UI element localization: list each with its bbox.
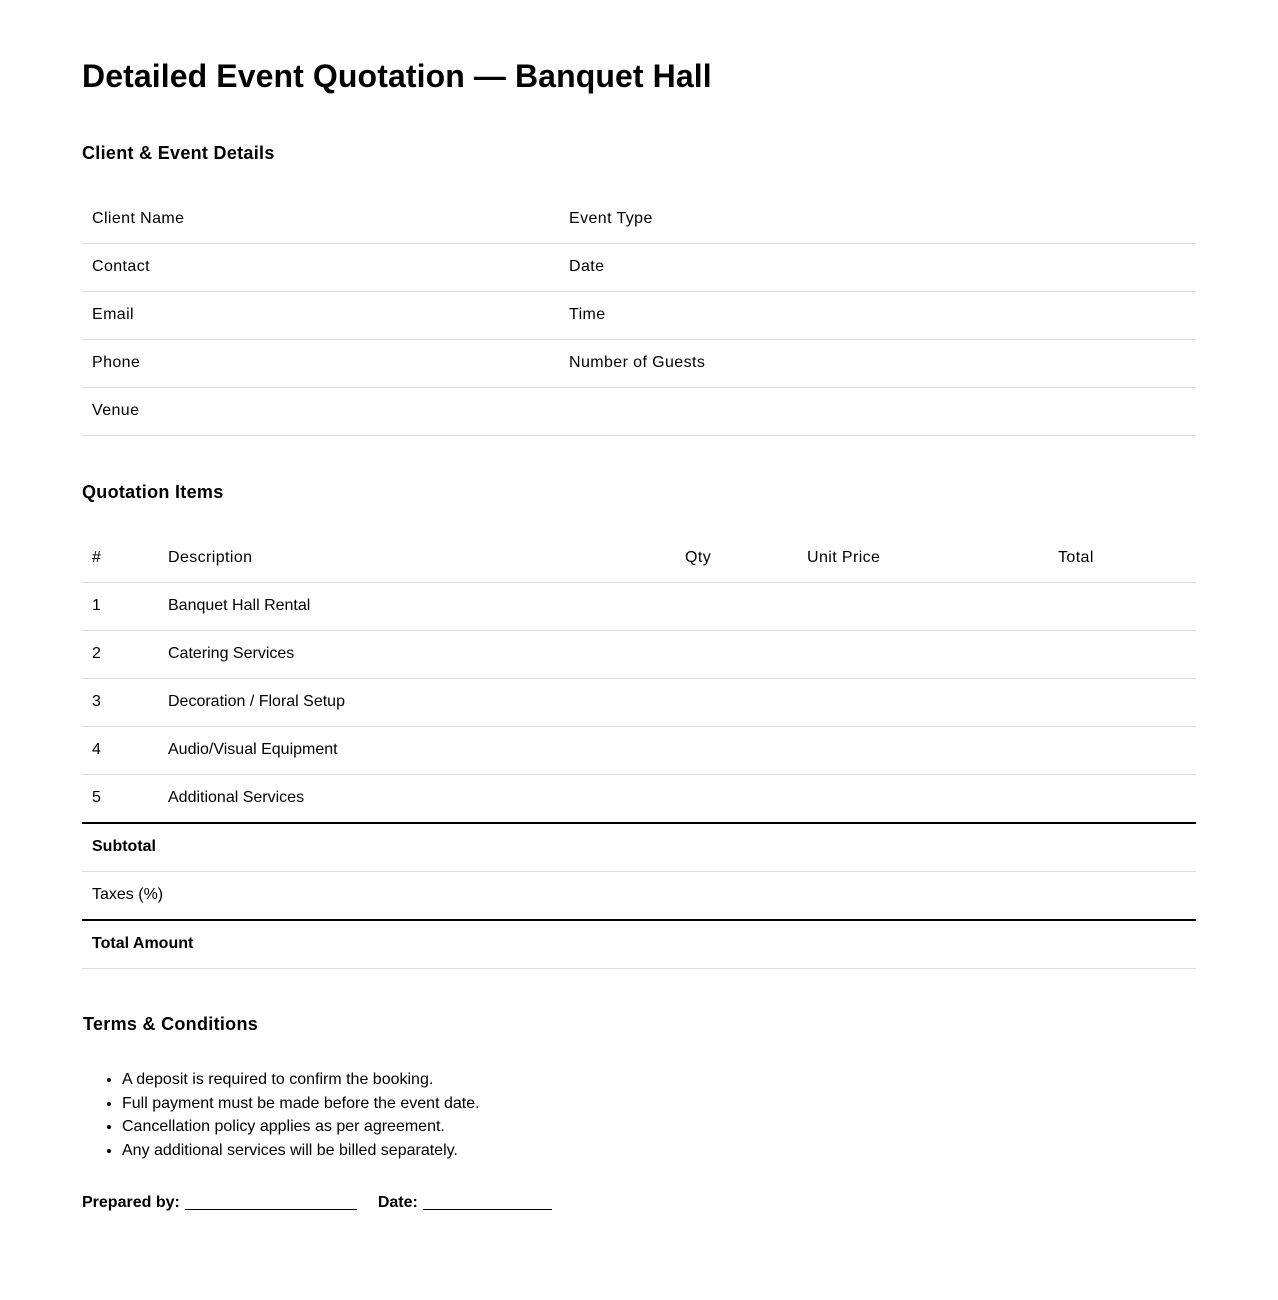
column-header-number: #: [92, 549, 102, 566]
detail-label-phone: Phone: [92, 354, 141, 371]
list-item: • A deposit is required to confirm the booking.: [122, 1068, 480, 1092]
table-row: [82, 679, 1196, 727]
column-header-total: Total: [1058, 549, 1094, 566]
item-description: Banquet Hall Rental: [168, 597, 311, 614]
list-item: • Cancellation policy applies as per agreement.: [122, 1115, 480, 1139]
detail-label-date: Date: [569, 258, 605, 275]
item-number: 3: [92, 693, 101, 710]
table-header-row: [82, 535, 1196, 583]
table-row: [82, 775, 1196, 824]
list-item: • Any additional services will be billed separately.: [122, 1139, 480, 1163]
quotation-items-table: [82, 535, 1196, 969]
total-amount-row: [82, 921, 1196, 969]
client-details-table: [82, 196, 1196, 436]
detail-label-email: Email: [92, 306, 135, 323]
detail-row: [82, 196, 1196, 244]
detail-label-number-of-guests: Number of Guests: [569, 354, 706, 371]
item-description: Audio/Visual Equipment: [168, 741, 338, 758]
detail-row: [82, 244, 1196, 292]
item-number: 2: [92, 645, 101, 662]
date-signature-line: [423, 1193, 552, 1210]
taxes-row: [82, 872, 1196, 921]
item-number: 1: [92, 597, 101, 614]
quotation-items-heading: Quotation Items: [82, 482, 224, 502]
client-details-heading: Client & Event Details: [82, 143, 275, 163]
column-header-qty: Qty: [685, 549, 712, 566]
prepared-by-signature-line: [185, 1193, 357, 1210]
detail-label-contact: Contact: [92, 258, 150, 275]
detail-row: [82, 388, 1196, 436]
subtotal-label: Subtotal: [92, 838, 156, 855]
list-item: • Full payment must be made before the event date.: [122, 1092, 480, 1116]
table-row: [82, 727, 1196, 775]
page-title: Detailed Event Quotation — Banquet Hall: [82, 58, 712, 94]
total-amount-label: Total Amount: [92, 935, 194, 952]
prepared-by-label: Prepared by:: [82, 1194, 180, 1211]
subtotal-row: [82, 824, 1196, 872]
terms-heading: Terms & Conditions: [83, 1014, 259, 1034]
taxes-label: Taxes (%): [92, 886, 164, 903]
column-header-unit-price: Unit Price: [807, 549, 881, 566]
terms-list: [82, 1068, 480, 1162]
detail-row: [82, 340, 1196, 388]
signature-footer: [82, 1193, 552, 1212]
table-row: [82, 583, 1196, 631]
column-header-description: Description: [168, 549, 253, 566]
item-number: 4: [92, 741, 101, 758]
detail-label-client-name: Client Name: [92, 210, 185, 227]
detail-row: [82, 292, 1196, 340]
detail-label-venue: Venue: [92, 402, 140, 419]
item-description: Additional Services: [168, 789, 305, 806]
item-description: Catering Services: [168, 645, 295, 662]
date-label: Date:: [377, 1194, 418, 1211]
item-description: Decoration / Floral Setup: [168, 693, 345, 710]
item-number: 5: [92, 789, 101, 806]
detail-label-time: Time: [569, 306, 606, 323]
table-row: [82, 631, 1196, 679]
detail-label-event-type: Event Type: [569, 210, 653, 227]
